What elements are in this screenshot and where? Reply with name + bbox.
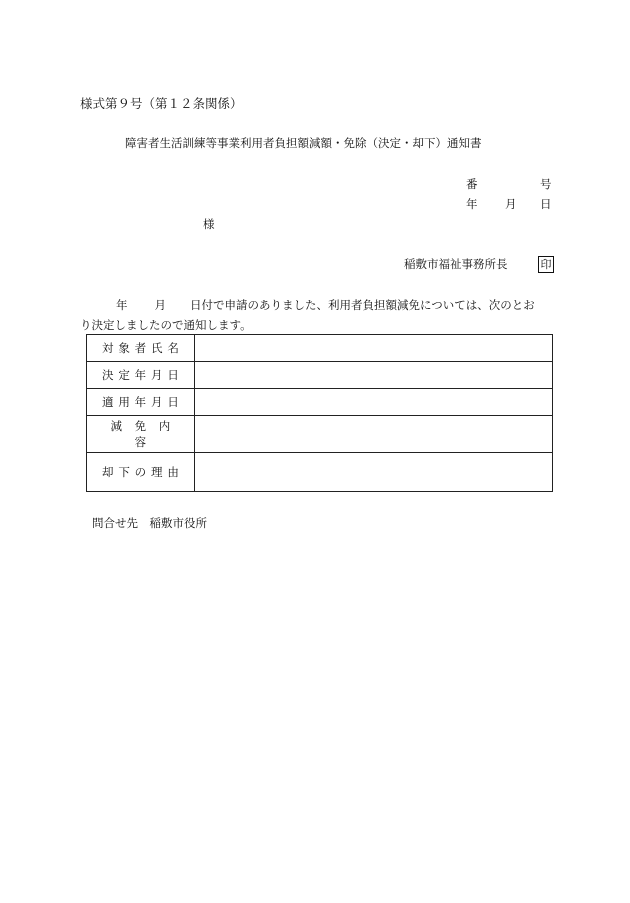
- inquiry-contact: 問合せ先 稲敷市役所: [92, 516, 207, 530]
- table-row: [87, 416, 553, 453]
- issue-date-month: 月: [505, 197, 517, 211]
- body-text-line-1: [116, 300, 535, 312]
- body-text-rest: 日付で申請のありました、利用者負担額減免については、次のとお: [190, 298, 535, 312]
- body-month-label: 月: [154, 298, 166, 312]
- table-row: [87, 389, 553, 416]
- row-label-exemption-content: 減免内容: [87, 416, 195, 453]
- issue-date-day: 日: [540, 197, 552, 211]
- row-label-application-date: 適用年月日: [87, 389, 195, 416]
- body-text-line-2: り決定しましたので通知します。: [80, 318, 252, 332]
- document-title: 障害者生活訓練等事業利用者負担額減額・免除（決定・却下）通知書: [125, 136, 482, 150]
- body-year-label: 年: [116, 298, 128, 312]
- table-row: [87, 362, 553, 389]
- row-value-subject-name: [194, 335, 552, 362]
- row-value-application-date: [194, 389, 552, 416]
- row-label-rejection-reason: 却下の理由: [87, 453, 195, 492]
- issue-date-year: 年: [466, 197, 478, 211]
- issuer-name: 稲敷市福祉事務所長: [404, 257, 508, 271]
- decision-details-table: [86, 334, 553, 492]
- row-value-exemption-content: [194, 416, 552, 453]
- document-number-label: 番: [466, 177, 478, 191]
- row-label-subject-name: 対象者氏名: [87, 335, 195, 362]
- document-number-suffix: 号: [540, 177, 552, 191]
- form-number-label: 様式第９号（第１２条関係）: [80, 96, 243, 111]
- table-row: [87, 335, 553, 362]
- row-value-decision-date: [194, 362, 552, 389]
- row-value-rejection-reason: [194, 453, 552, 492]
- table-row: [87, 453, 553, 492]
- addressee-honorific: 様: [203, 217, 215, 231]
- row-label-decision-date: 決定年月日: [87, 362, 195, 389]
- seal-stamp-box: 印: [538, 256, 554, 273]
